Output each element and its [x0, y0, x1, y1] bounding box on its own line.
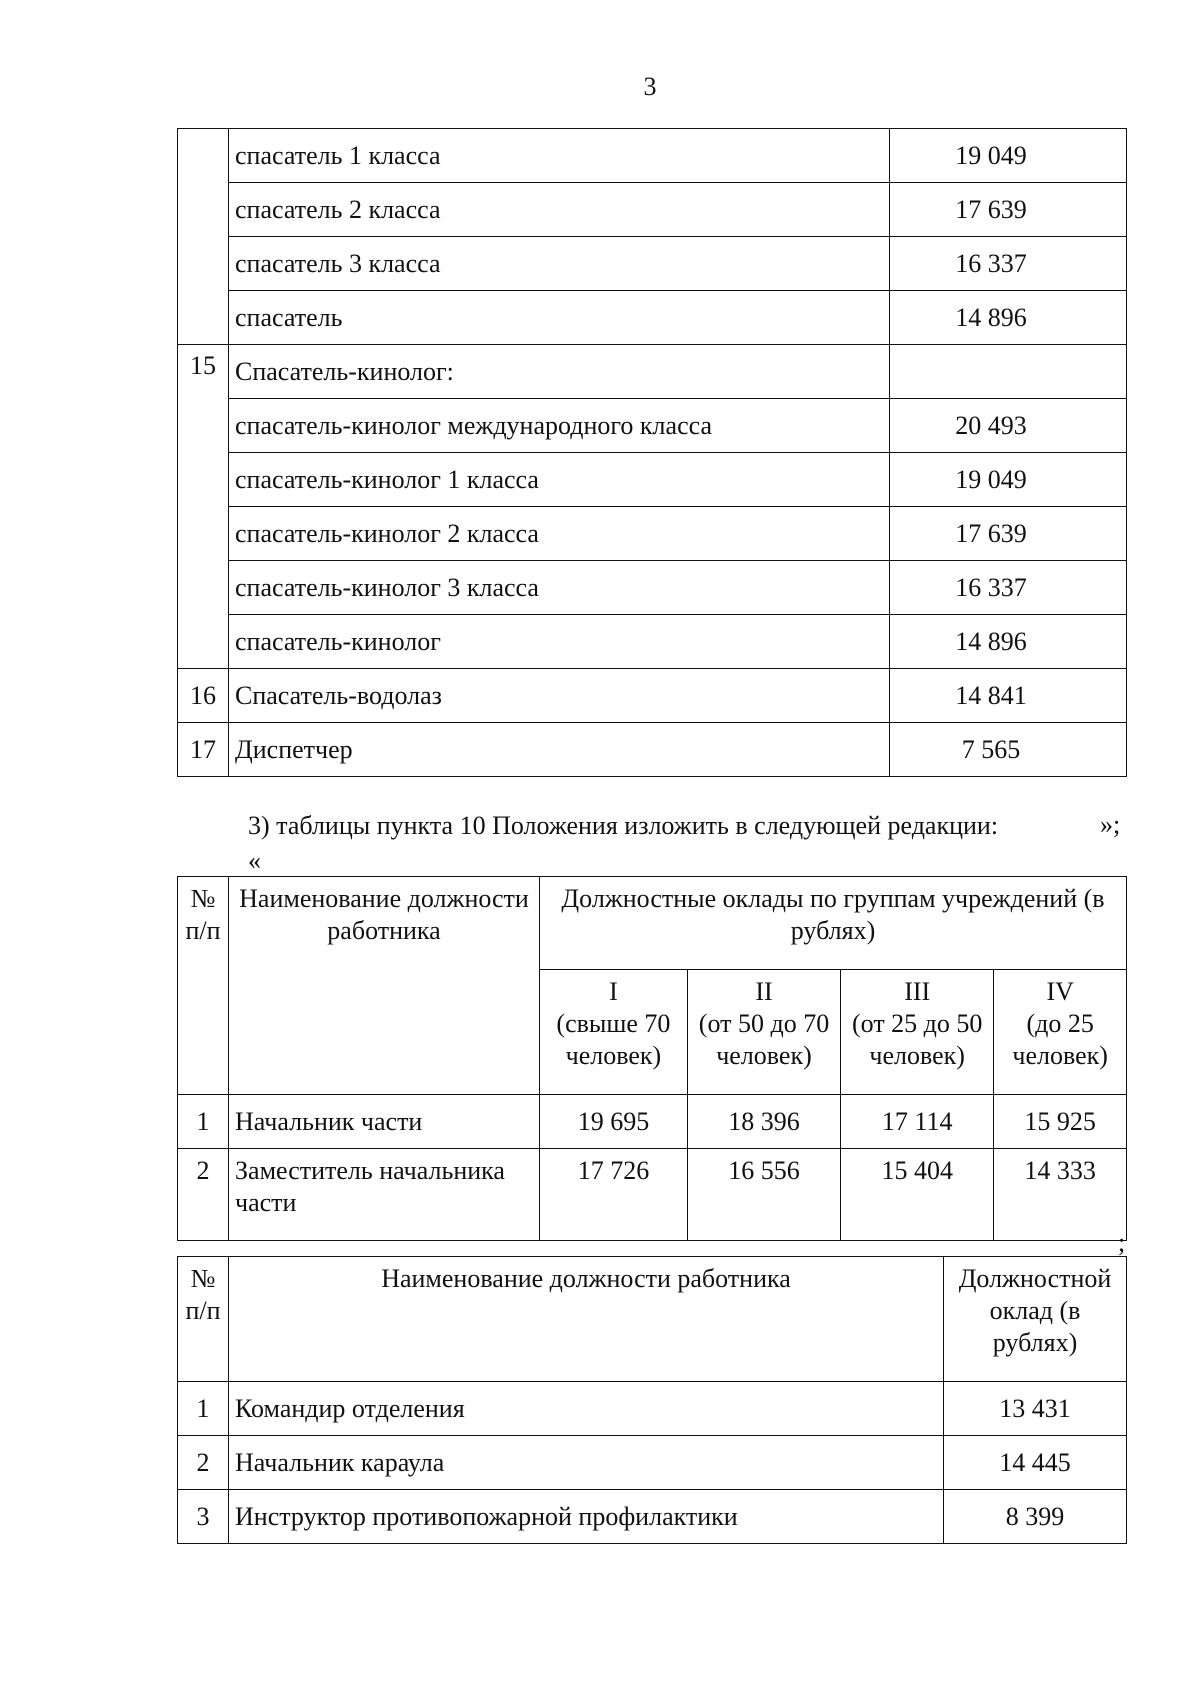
position-name-cell: спасатель 1 класса: [229, 129, 890, 183]
salary-cell: 16 337: [890, 561, 1127, 615]
row-number-cell: 2: [178, 1149, 229, 1241]
table-row: [178, 183, 1127, 237]
salary-cell: 19 049: [890, 129, 1127, 183]
table-row: [178, 453, 1127, 507]
position-name-cell: Начальник части: [229, 1095, 540, 1149]
position-name-cell: Начальник караула: [229, 1436, 944, 1490]
position-name-cell: спасатель-кинолог: [229, 615, 890, 669]
table-row: [178, 1149, 1127, 1241]
position-name-cell: Заместитель начальника части: [229, 1149, 540, 1241]
row-number-cell: 1: [178, 1095, 229, 1149]
salary-cell: 16 337: [890, 237, 1127, 291]
salary-cell: [890, 345, 1127, 399]
row-number-cell: 15: [178, 345, 229, 669]
salary-cell: 14 333: [994, 1149, 1127, 1241]
header-number: № п/п: [178, 877, 229, 1095]
group-description: (от 50 до 70 человек): [698, 1009, 830, 1070]
group-roman: III: [904, 977, 931, 1006]
salary-cell: 14 896: [890, 291, 1127, 345]
group-salary-table: [177, 876, 1127, 1241]
salary-cell: 15 925: [994, 1095, 1127, 1149]
row-number-cell: [178, 129, 229, 345]
salary-cell: 14 445: [944, 1436, 1127, 1490]
position-name-cell: Спасатель-кинолог:: [229, 345, 890, 399]
table-row: [178, 561, 1127, 615]
salary-cell: 19 695: [540, 1095, 688, 1149]
table-row: [178, 1095, 1127, 1149]
table-header-row: [178, 877, 1127, 970]
position-name-cell: спасатель-кинолог 2 класса: [229, 507, 890, 561]
salary-cell: 20 493: [890, 399, 1127, 453]
salary-cell: 17 726: [540, 1149, 688, 1241]
salary-cell: 18 396: [687, 1095, 840, 1149]
header-position-name: Наименование должности работника: [229, 877, 540, 1095]
page-number: 3: [643, 72, 657, 101]
row-number-cell: 17: [178, 723, 229, 777]
position-name-cell: Спасатель-водолаз: [229, 669, 890, 723]
salary-cell: 17 114: [841, 1095, 994, 1149]
salary-cell: 17 639: [890, 507, 1127, 561]
table-row: [178, 1436, 1127, 1490]
table-separator-semicolon: ;: [1118, 1228, 1126, 1257]
salary-cell: 8 399: [944, 1490, 1127, 1544]
table-row: [178, 669, 1127, 723]
row-number-cell: 1: [178, 1382, 229, 1436]
group-roman: IV: [1046, 977, 1074, 1006]
position-name-cell: спасатель-кинолог международного класса: [229, 399, 890, 453]
header-group-iv: [994, 970, 1127, 1095]
header-group-title: Должностные оклады по группам учреждений (в рублях): [540, 877, 1127, 970]
position-name-cell: спасатель: [229, 291, 890, 345]
row-number-cell: 2: [178, 1436, 229, 1490]
closing-quote-mark: »;: [1100, 810, 1121, 839]
position-salary-table: [177, 1256, 1127, 1544]
position-name-cell: спасатель 2 класса: [229, 183, 890, 237]
salary-cell: 13 431: [944, 1382, 1127, 1436]
table-row: [178, 615, 1127, 669]
salary-cell: 14 841: [890, 669, 1127, 723]
group-description: (свыше 70 человек): [556, 1009, 671, 1070]
header-group-i: [540, 970, 688, 1095]
row-number-cell: 16: [178, 669, 229, 723]
table-header-row: [178, 1257, 1127, 1382]
position-name-cell: спасатель-кинолог 3 класса: [229, 561, 890, 615]
position-name-cell: спасатель 3 класса: [229, 237, 890, 291]
position-name-cell: Командир отделения: [229, 1382, 944, 1436]
table-row: [178, 237, 1127, 291]
amendment-paragraph: 3) таблицы пункта 10 Положения изложить в следующей редакции:: [248, 811, 999, 840]
table-row: [178, 291, 1127, 345]
salary-cell: 15 404: [841, 1149, 994, 1241]
salary-table-continuation: [177, 128, 1127, 777]
position-name-cell: Диспетчер: [229, 723, 890, 777]
opening-quote-mark: «: [248, 846, 261, 875]
header-position-name: Наименование должности работника: [229, 1257, 944, 1382]
table-row: [178, 399, 1127, 453]
position-name-cell: спасатель-кинолог 1 класса: [229, 453, 890, 507]
salary-cell: 19 049: [890, 453, 1127, 507]
group-roman: I: [609, 977, 618, 1006]
row-number-cell: 3: [178, 1490, 229, 1544]
table-row: [178, 723, 1127, 777]
group-description: (до 25 человек): [1012, 1009, 1108, 1070]
header-group-iii: [841, 970, 994, 1095]
position-name-cell: Инструктор противопожарной профилактики: [229, 1490, 944, 1544]
table-row: [178, 1490, 1127, 1544]
salary-cell: 17 639: [890, 183, 1127, 237]
group-roman: II: [755, 977, 773, 1006]
table-row: [178, 1382, 1127, 1436]
table-row: [178, 129, 1127, 183]
header-salary: Должностной оклад (в рублях): [944, 1257, 1127, 1382]
salary-cell: 14 896: [890, 615, 1127, 669]
table-row: [178, 345, 1127, 399]
header-group-ii: [687, 970, 840, 1095]
header-number: № п/п: [178, 1257, 229, 1382]
group-description: (от 25 до 50 человек): [852, 1009, 983, 1070]
salary-cell: 7 565: [890, 723, 1127, 777]
salary-cell: 16 556: [687, 1149, 840, 1241]
table-row: [178, 507, 1127, 561]
